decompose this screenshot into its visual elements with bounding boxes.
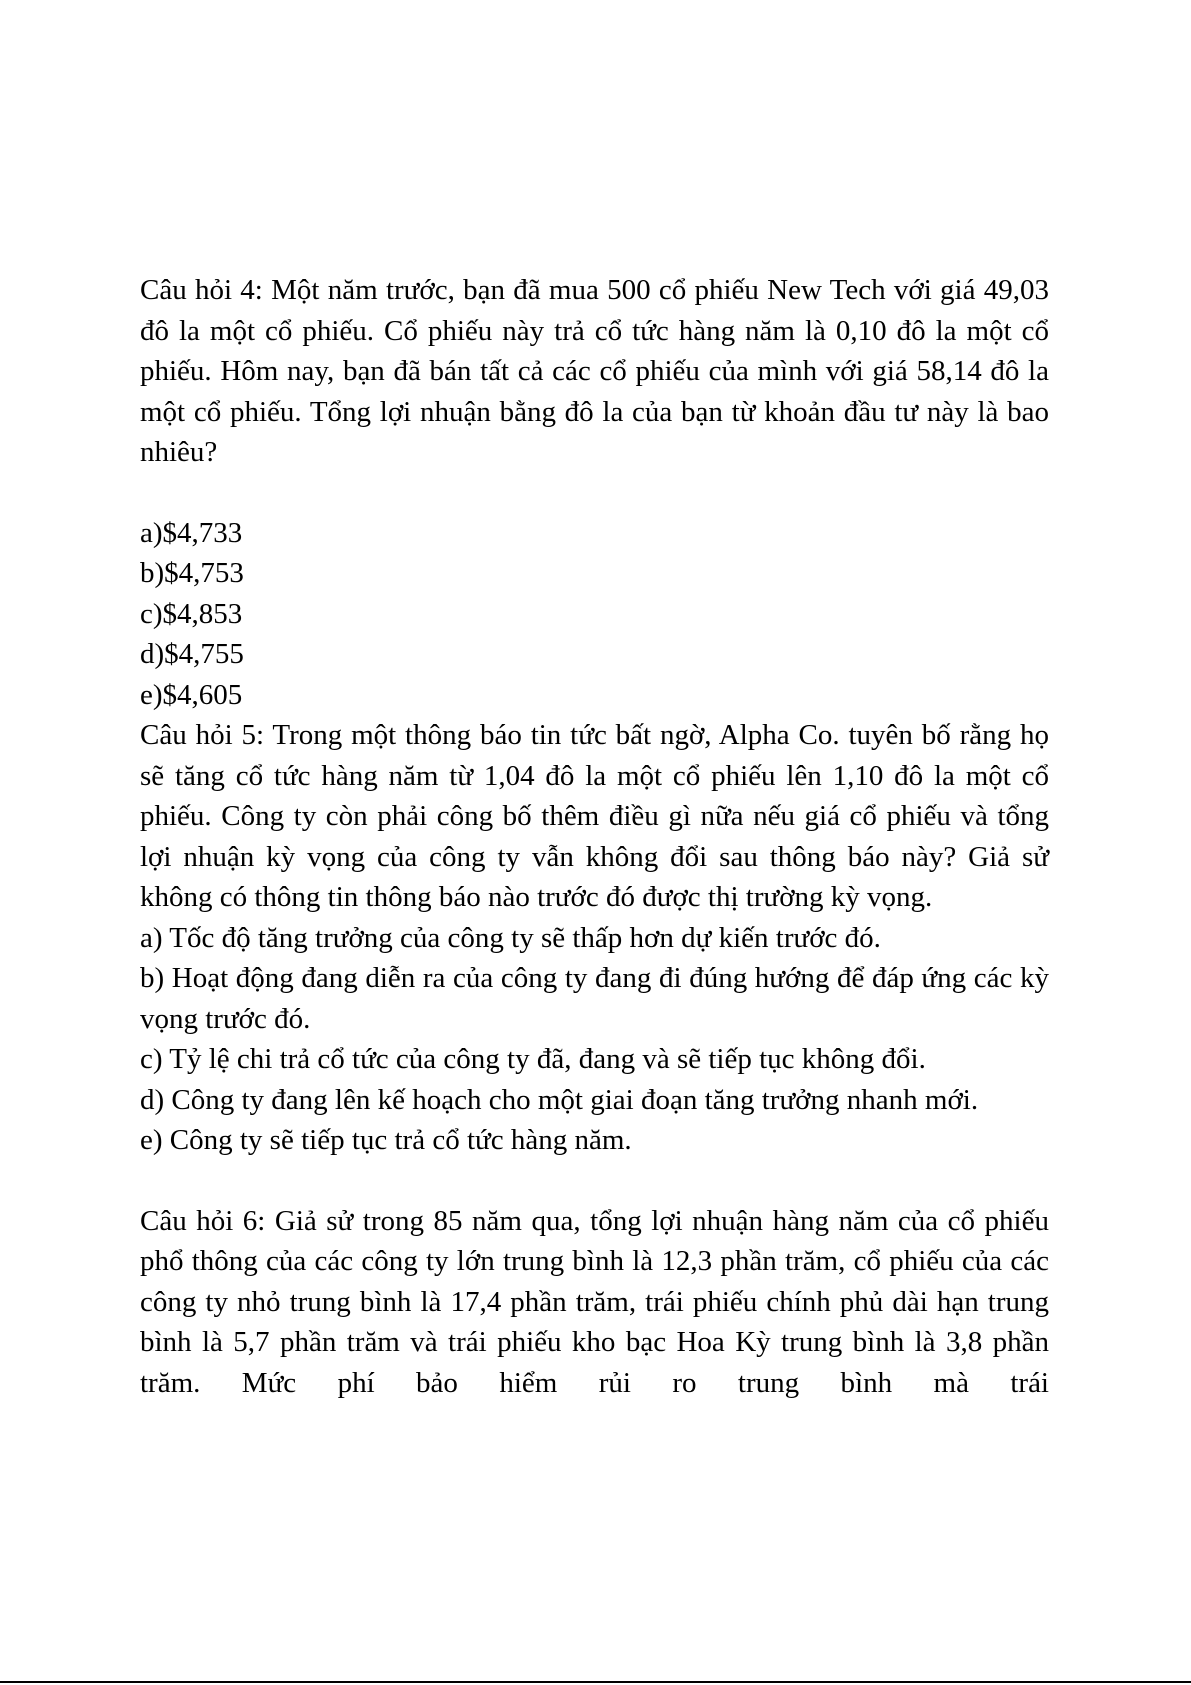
question-5-option-b: b) Hoạt động đang diễn ra của công ty đang đi đúng hướng để đáp ứng các kỳ vọng trước đó. <box>140 962 1049 1035</box>
page-content <box>140 270 1049 1403</box>
question-4-options <box>140 513 1049 716</box>
question-5-option-d: d) Công ty đang lên kế hoạch cho một giai đoạn tăng trưởng nhanh mới. <box>140 1083 979 1116</box>
page-bottom-rule <box>0 1681 1191 1683</box>
question-4-option-b: b)$4,753 <box>140 557 244 589</box>
question-5-option-e: e) Công ty sẽ tiếp tục trả cổ tức hàng năm. <box>140 1124 632 1156</box>
question-4-option-a: a)$4,733 <box>140 516 243 549</box>
question-4-text: Câu hỏi 4: Một năm trước, bạn đã mua 500 cổ phiếu New Tech với giá 49,03 đô la một cổ phiếu. Cổ phiếu này trả cổ tức hàng năm là 0,10 đô la một cổ phiếu. Hôm nay, bạn đã bán tất cả các cổ phiếu của mình với giá 58,14 đô la một cổ phiếu. Tổng lợi nhuận bằng đô la của bạn từ khoản đầu tư này là bao nhiêu? <box>140 274 1049 468</box>
question-6-text: Câu hỏi 6: Giả sử trong 85 năm qua, tổng lợi nhuận hàng năm của cổ phiếu phổ thông của các công ty lớn trung bình là 12,3 phần trăm, cổ phiếu của các công ty nhỏ trung bình là 17,4 phần trăm, trái phiếu chính phủ dài hạn trung bình là 5,7 phần trăm và trái phiếu kho bạc Hoa Kỳ trung bình là 3,8 phần trăm. Mức phí bảo hiểm rủi ro trung bình mà trái <box>140 1204 1049 1399</box>
question-5-text: Câu hỏi 5: Trong một thông báo tin tức bất ngờ, Alpha Co. tuyên bố rằng họ sẽ tăng cổ tức hàng năm từ 1,04 đô la một cổ phiếu lên 1,10 đô la một cổ phiếu. Công ty còn phải công bố thêm điều gì nữa nếu giá cổ phiếu và tổng lợi nhuận kỳ vọng của công ty vẫn không đổi sau thông báo này? Giả sử không có thông tin thông báo nào trước đó được thị trường kỳ vọng. <box>140 719 1049 913</box>
question-5-option-a: a) Tốc độ tăng trưởng của công ty sẽ thấp hơn dự kiến trước đó. <box>140 921 881 954</box>
question-4-option-e: e)$4,605 <box>140 678 243 711</box>
question-5-options <box>140 918 1049 1161</box>
question-5-option-c: c) Tỷ lệ chi trả cổ tức của công ty đã, đang và sẽ tiếp tục không đổi. <box>140 1043 926 1075</box>
question-4-option-d: d)$4,755 <box>140 638 244 670</box>
question-4-option-c: c)$4,853 <box>140 597 243 630</box>
